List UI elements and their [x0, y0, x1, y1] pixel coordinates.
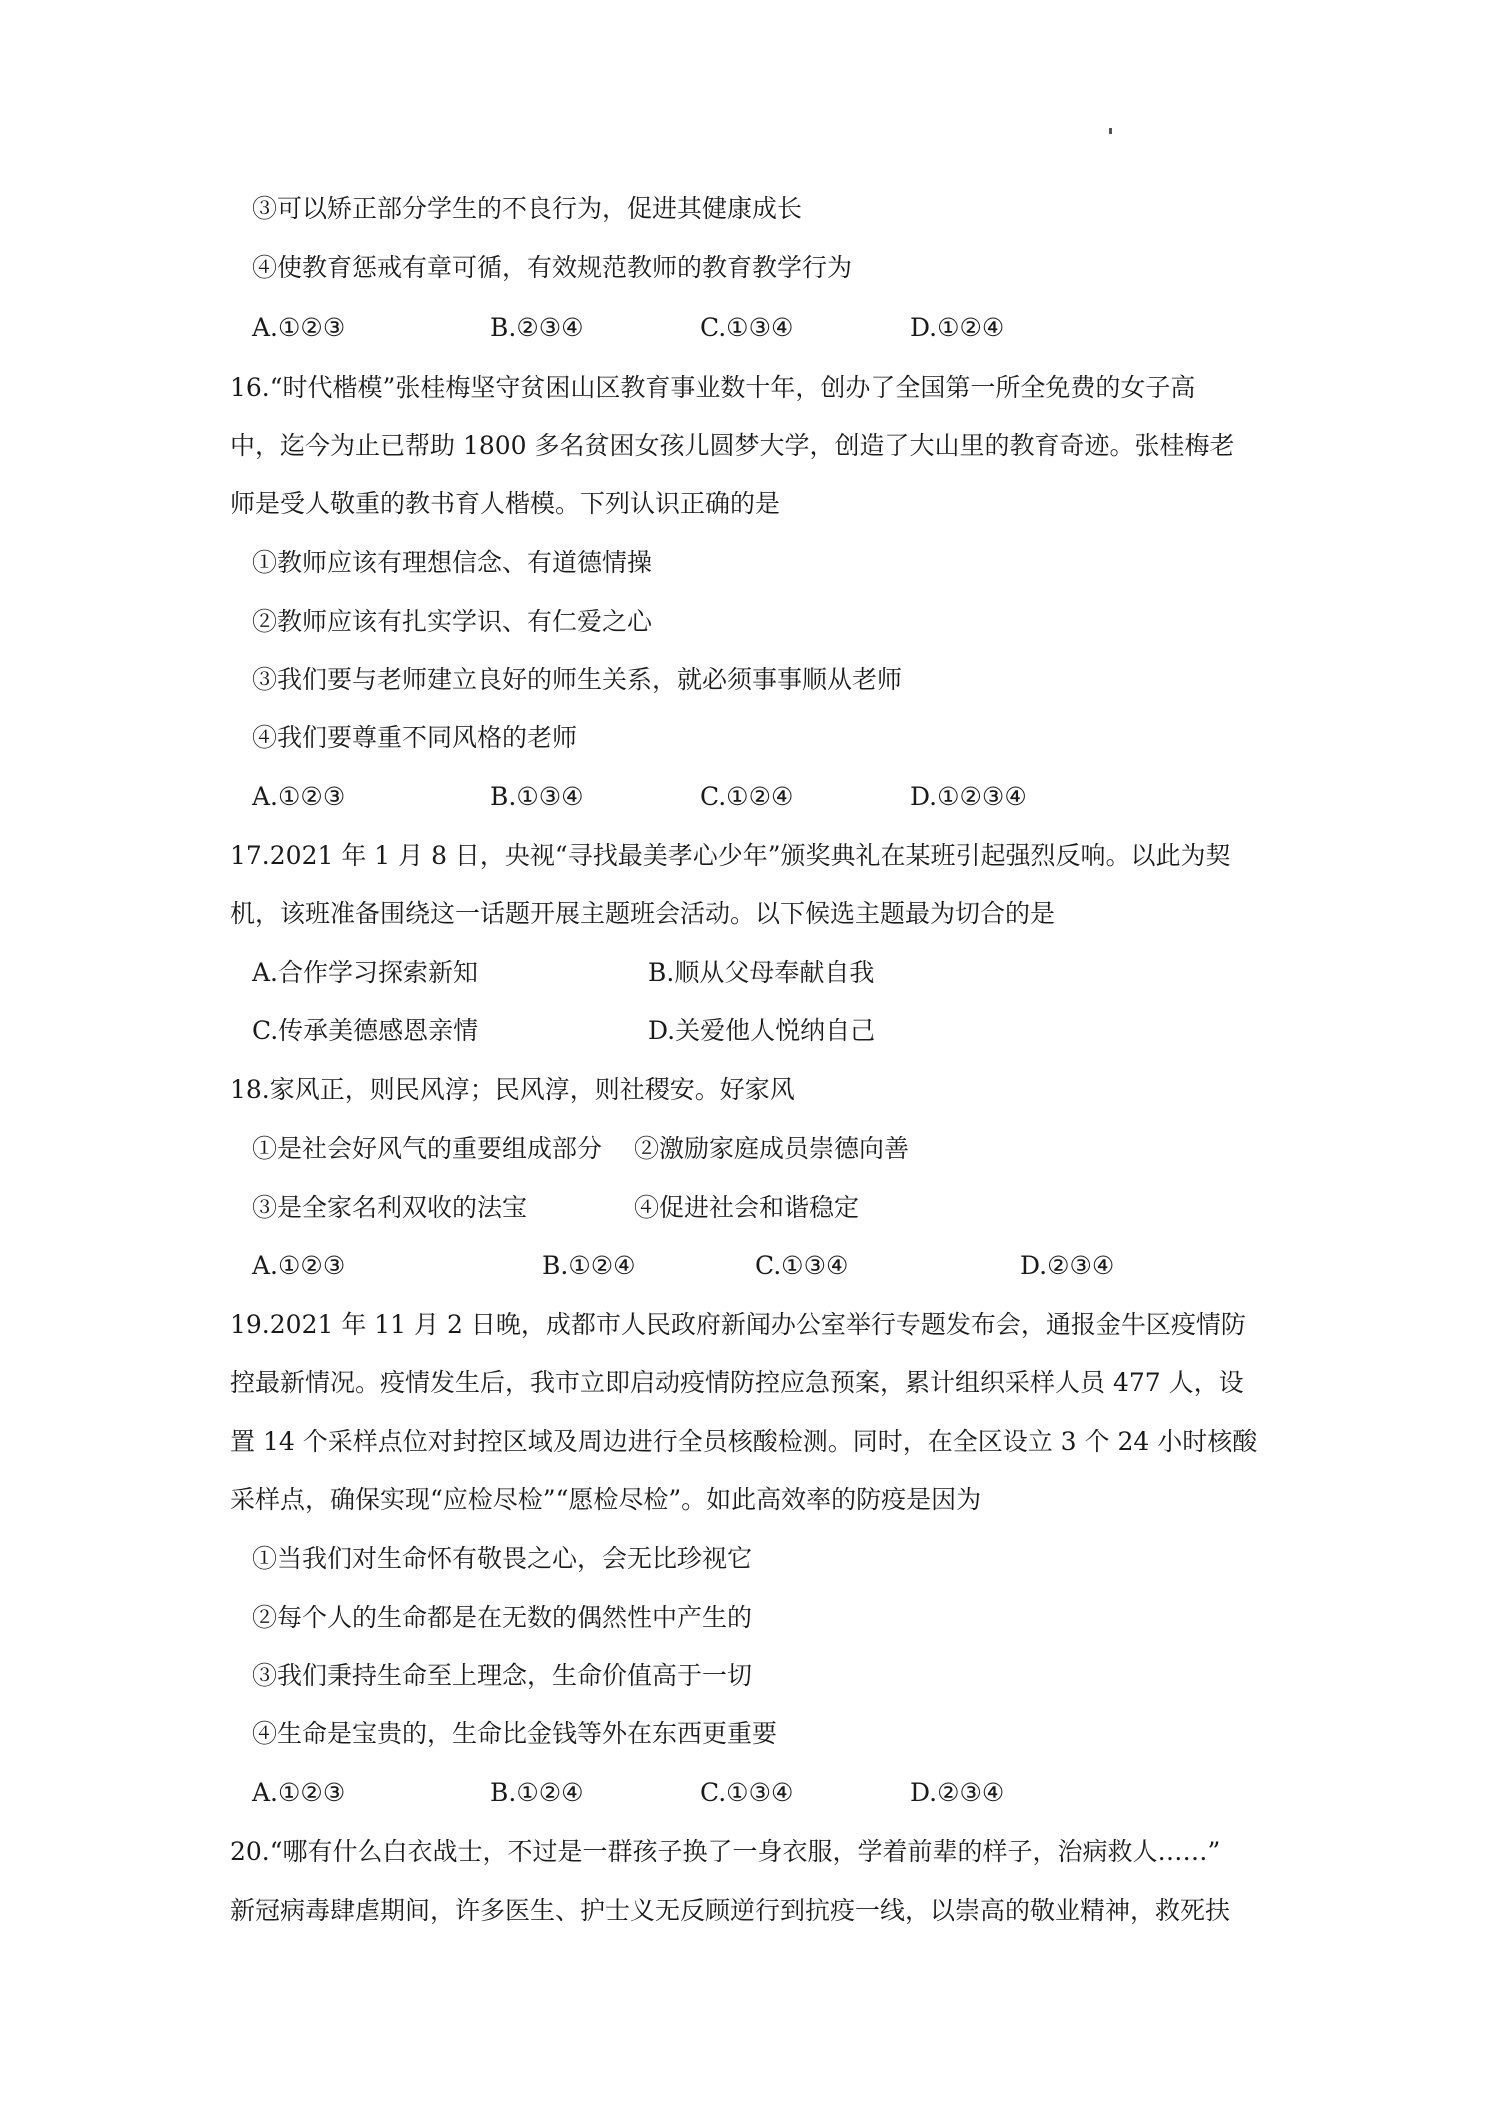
- q16-stem-line-1: 16.“时代楷模”张桂梅坚守贫困山区教育事业数十年，创办了全国第一所全免费的女子高: [230, 373, 1196, 402]
- q16-stem-line-2: 中，迄今为止已帮助 1800 多名贫困女孩儿圆梦大学，创造了大山里的教育奇迹。张桂梅老: [230, 431, 1235, 460]
- q17-option-a: A.合作学习探索新知: [252, 958, 479, 987]
- q17-option-c: C.传承美德感恩亲情: [252, 1016, 479, 1045]
- q15-option-b: B.②③④: [490, 313, 584, 342]
- q18-option-d: D.②③④: [1020, 1251, 1115, 1280]
- q18-stem-line-1: 18.家风正，则民风淳；民风淳，则社稷安。好家风: [230, 1075, 795, 1104]
- q17-stem-line-2: 机，该班准备围绕这一话题开展主题班会活动。以下候选主题最为切合的是: [230, 899, 1056, 928]
- q15-item-4: ④使教育惩戒有章可循，有效规范教师的教育教学行为: [252, 253, 853, 282]
- q17-option-b: B.顺从父母奉献自我: [648, 958, 875, 987]
- q18-item-3: ③是全家名利双收的法宝: [252, 1193, 528, 1222]
- q18-option-c: C.①③④: [755, 1251, 849, 1280]
- q16-item-2: ②教师应该有扎实学识、有仁爱之心: [252, 607, 653, 636]
- q18-item-4: ④促进社会和谐稳定: [634, 1193, 860, 1222]
- q19-item-4: ④生命是宝贵的，生命比金钱等外在东西更重要: [252, 1719, 778, 1748]
- q19-option-c: C.①③④: [700, 1778, 794, 1807]
- q18-item-2: ②激励家庭成员崇德向善: [634, 1134, 910, 1163]
- q18-item-1: ①是社会好风气的重要组成部分: [252, 1134, 603, 1163]
- q16-option-c: C.①②④: [700, 782, 794, 811]
- q16-option-b: B.①③④: [490, 782, 584, 811]
- q19-stem-line-2: 控最新情况。疫情发生后，我市立即启动疫情防控应急预案，累计组织采样人员 477 人，设: [230, 1368, 1244, 1397]
- q19-item-3: ③我们秉持生命至上理念，生命价值高于一切: [252, 1661, 753, 1690]
- page-mark: [1109, 128, 1112, 134]
- q16-item-1: ①教师应该有理想信念、有道德情操: [252, 548, 653, 577]
- q18-option-a: A.①②③: [252, 1251, 346, 1280]
- q20-stem-line-1: 20.“哪有什么白衣战士，不过是一群孩子换了一身衣服，学着前辈的样子，治病救人……”: [230, 1837, 1221, 1866]
- q15-option-a: A.①②③: [252, 313, 346, 342]
- q20-stem-line-2: 新冠病毒肆虐期间，许多医生、护士义无反顾逆行到抗疫一线，以崇高的敬业精神，救死扶: [230, 1896, 1231, 1925]
- q15-option-c: C.①③④: [700, 313, 794, 342]
- q16-item-3: ③我们要与老师建立良好的师生关系，就必须事事顺从老师: [252, 665, 903, 694]
- q19-stem-line-4: 采样点，确保实现“应检尽检”“愿检尽检”。如此高效率的防疫是因为: [230, 1485, 982, 1514]
- q16-option-a: A.①②③: [252, 782, 346, 811]
- q17-stem-line-1: 17.2021 年 1 月 8 日，央视“寻找最美孝心少年”颁奖典礼在某班引起强烈反响。以此为契: [230, 841, 1231, 870]
- q19-item-2: ②每个人的生命都是在无数的偶然性中产生的: [252, 1603, 753, 1632]
- q18-option-b: B.①②④: [542, 1251, 636, 1280]
- q17-option-d: D.关爱他人悦纳自己: [648, 1016, 876, 1045]
- q19-option-d: D.②③④: [910, 1778, 1005, 1807]
- q19-item-1: ①当我们对生命怀有敬畏之心，会无比珍视它: [252, 1544, 753, 1573]
- q19-stem-line-3: 置 14 个采样点位对封控区域及周边进行全员核酸检测。同时，在全区设立 3 个 24 小时核酸: [230, 1427, 1258, 1456]
- q15-option-d: D.①②④: [910, 313, 1005, 342]
- q19-option-a: A.①②③: [252, 1778, 346, 1807]
- q15-item-3: ③可以矫正部分学生的不良行为，促进其健康成长: [252, 194, 803, 223]
- q19-stem-line-1: 19.2021 年 11 月 2 日晚，成都市人民政府新闻办公室举行专题发布会，通报金牛区疫情防: [230, 1310, 1246, 1339]
- q19-option-b: B.①②④: [490, 1778, 584, 1807]
- q16-item-4: ④我们要尊重不同风格的老师: [252, 723, 578, 752]
- q16-option-d: D.①②③④: [910, 782, 1027, 811]
- q16-stem-line-3: 师是受人敬重的教书育人楷模。下列认识正确的是: [230, 489, 781, 518]
